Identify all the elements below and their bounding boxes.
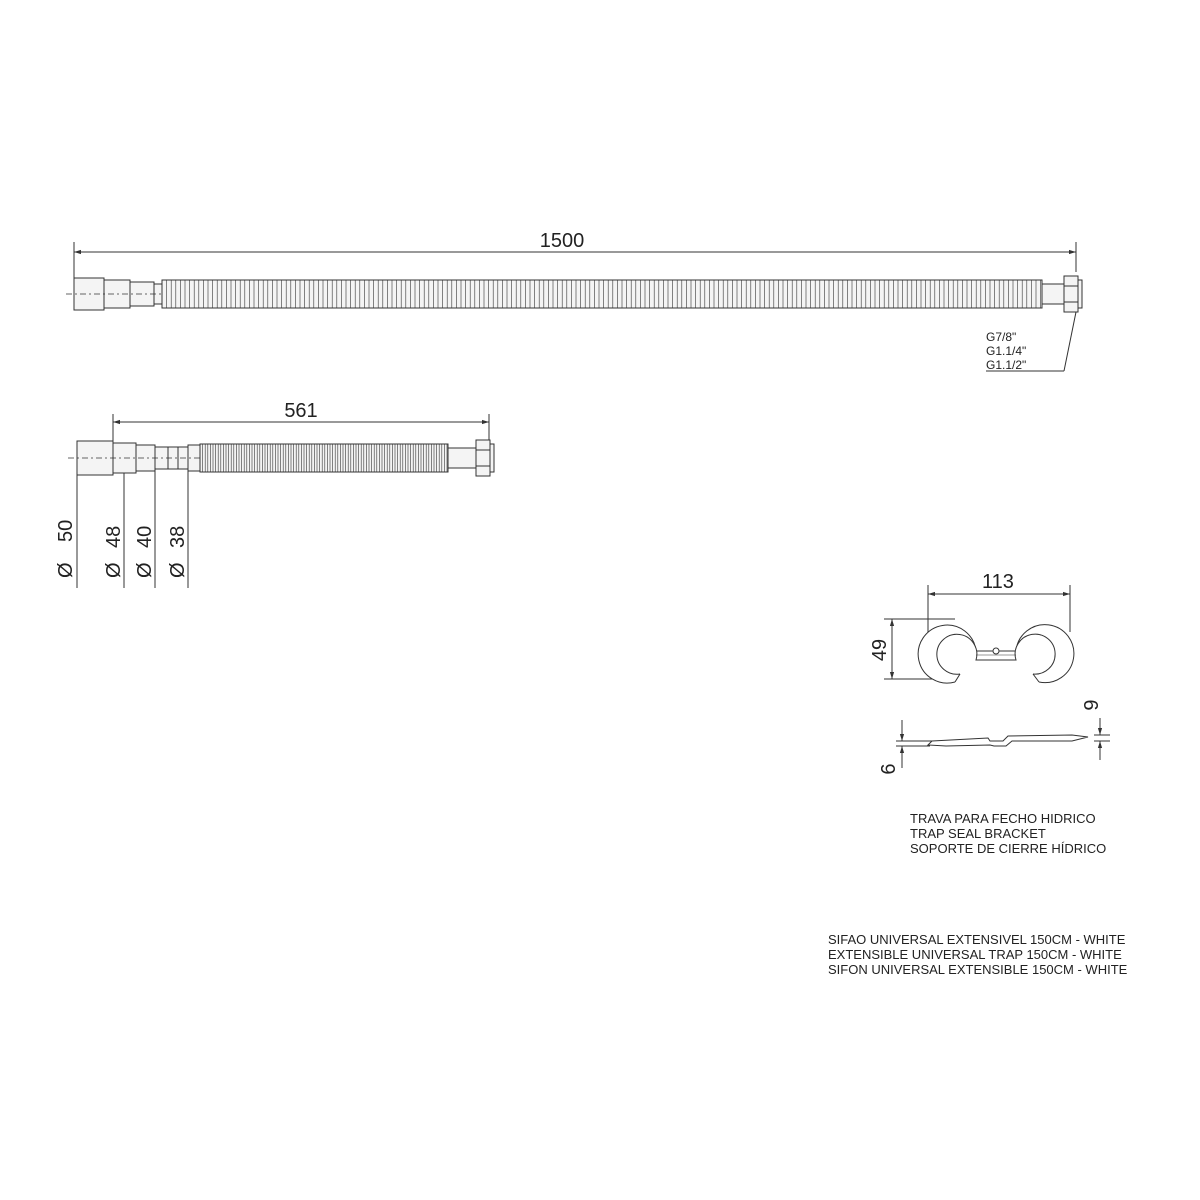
bracket-side-view [928, 735, 1088, 746]
short-hose-right-nut [448, 440, 494, 476]
product-caption [828, 932, 1127, 977]
product-caption-pt: SIFAO UNIVERSAL EXTENSIVEL 150CM - WHITE [828, 932, 1126, 947]
diameter-50-symbol: Ø [55, 562, 77, 578]
diameter-48-value: 48 [103, 525, 125, 548]
bracket-caption-en: TRAP SEAL BRACKET [910, 826, 1046, 841]
bracket-width-label: 113 [982, 571, 1014, 593]
diameter-38-value: 38 [167, 525, 189, 548]
full-hose-drawing [66, 242, 1082, 371]
thread-sizes [986, 330, 1026, 372]
diameter-40-value: 40 [134, 525, 156, 548]
bracket-drawing [884, 585, 1110, 768]
full-hose-right-nut [1042, 276, 1082, 312]
diameter-labels [55, 520, 189, 578]
diameter-38-symbol: Ø [167, 562, 189, 578]
bracket-bottom-thickness-label: 6 [878, 763, 900, 775]
thread-size-2: G1.1/4" [986, 344, 1027, 358]
full-hose-corrugated-body [162, 280, 1042, 308]
diameter-48-symbol: Ø [103, 562, 125, 578]
bracket-caption-es: SOPORTE DE CIERRE HÍDRICO [910, 841, 1107, 856]
thread-size-1: G7/8" [986, 330, 1017, 344]
diameter-40-symbol: Ø [134, 562, 156, 578]
bracket-caption-pt: TRAVA PARA FECHO HIDRICO [910, 811, 1096, 826]
diameter-50-value: 50 [55, 519, 77, 542]
bracket-caption [910, 811, 1106, 856]
bracket-height-label: 49 [869, 638, 891, 662]
short-hose-drawing [68, 414, 494, 588]
bracket-top-thickness-label: 9 [1081, 699, 1103, 711]
bracket-top-view [918, 625, 1074, 683]
thread-leader-line [1064, 312, 1076, 371]
product-caption-es: SIFON UNIVERSAL EXTENSIBLE 150CM - WHITE [828, 962, 1128, 977]
full-hose-length-label: 1500 [539, 230, 585, 252]
short-hose-ribs [203, 444, 447, 472]
thread-size-3: G1.1/2" [986, 358, 1027, 372]
product-caption-en: EXTENSIBLE UNIVERSAL TRAP 150CM - WHITE [828, 947, 1122, 962]
short-hose-length-label: 561 [284, 400, 318, 422]
